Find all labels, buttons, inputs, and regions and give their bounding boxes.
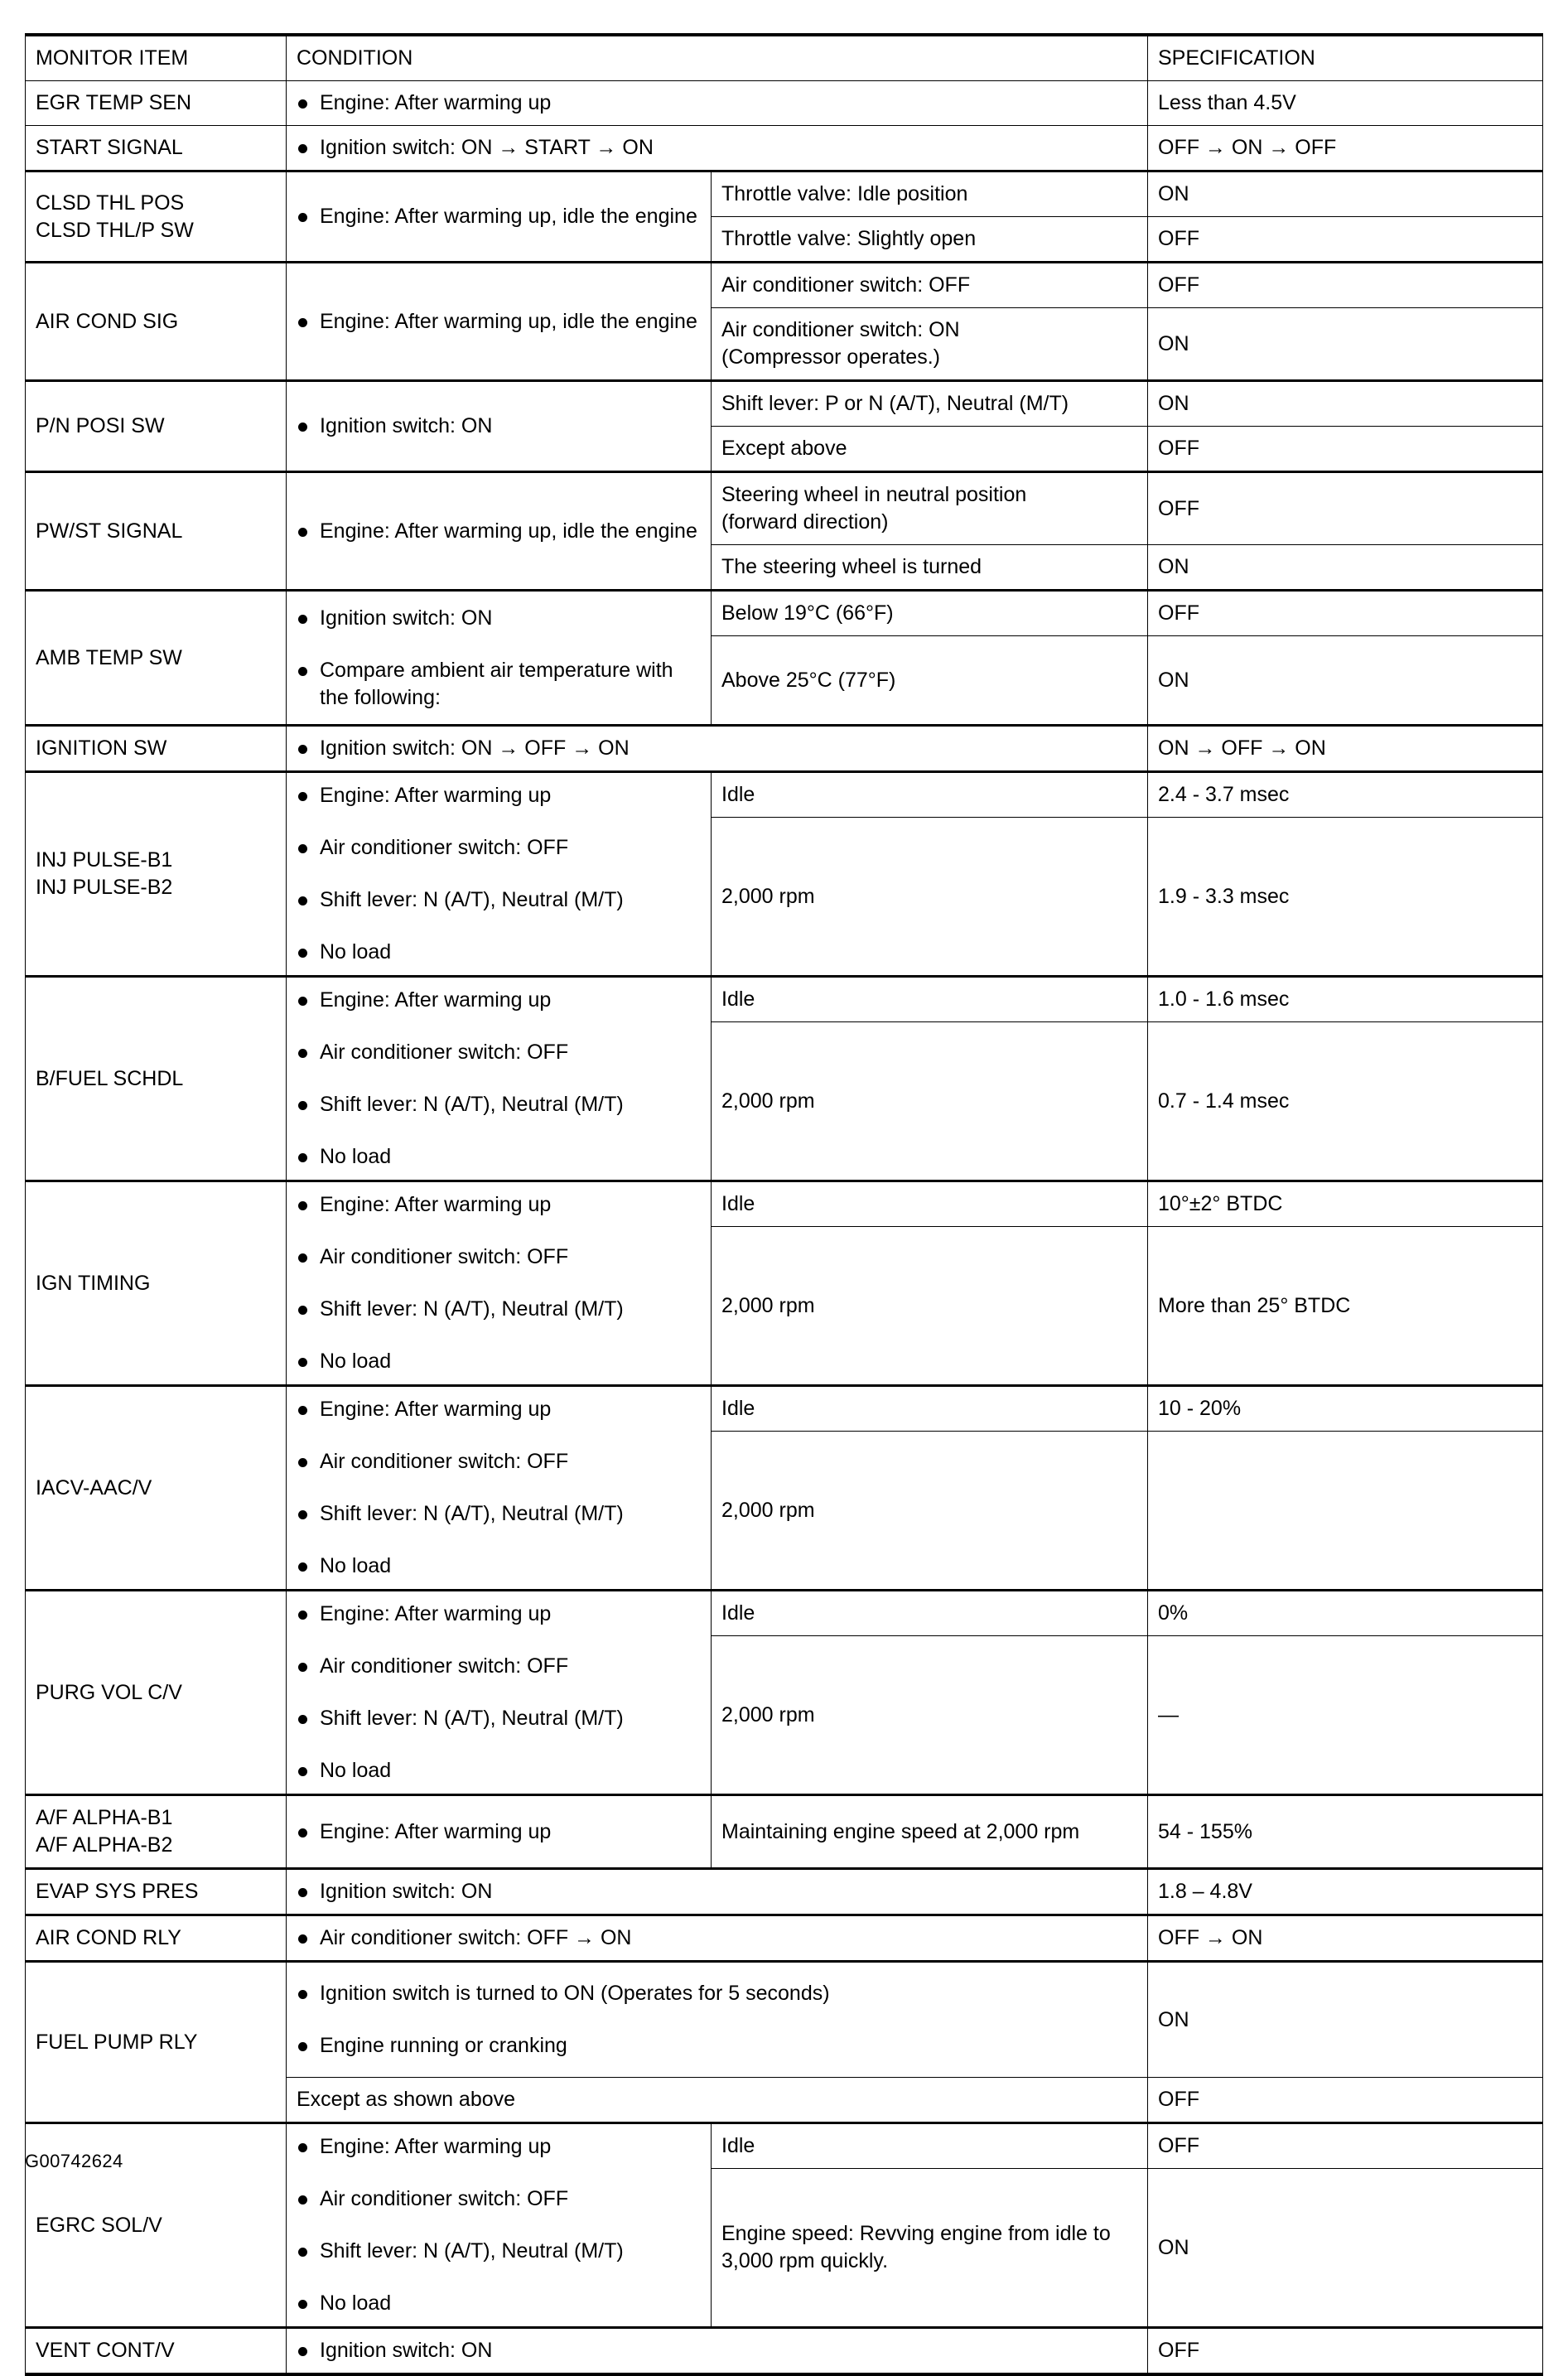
sub-condition-cell: Maintaining engine speed at 2,000 rpm [712, 1795, 1148, 1869]
condition-cell [287, 381, 712, 472]
table-row [26, 2328, 1543, 2375]
specification-cell: Less than 4.5V [1148, 81, 1543, 126]
condition-bullet: Shift lever: N (A/T), Neutral (M/T) [297, 1500, 701, 1528]
condition-cell [287, 1181, 712, 1386]
condition-bullet: Shift lever: N (A/T), Neutral (M/T) [297, 1296, 701, 1323]
sub-condition-cell: Below 19°C (66°F) [712, 591, 1148, 636]
figure-reference-code: G00742624 [25, 2151, 123, 2171]
condition-bullet-list [297, 987, 701, 1171]
monitor-item-cell [26, 171, 287, 263]
sub-condition-cell: 2,000 rpm [712, 818, 1148, 977]
sub-condition-cell: Engine speed: Revving engine from idle to 3,000 rpm quickly. [712, 2169, 1148, 2328]
condition-bullet-list [297, 134, 1137, 162]
condition-cell [287, 591, 712, 726]
sub-condition-cell: Air conditioner switch: OFF [712, 263, 1148, 308]
monitor-item-cell: PW/ST SIGNAL [26, 472, 287, 591]
condition-bullet: Air conditioner switch: OFF [297, 1653, 701, 1680]
monitor-item-cell: EVAP SYS PRES [26, 1869, 287, 1915]
monitor-item-cell: FUEL PUMP RLY [26, 1962, 287, 2123]
condition-bullet: No load [297, 1553, 701, 1580]
table-row [26, 171, 1543, 217]
table-row [26, 381, 1543, 427]
specification-cell: 1.8 – 4.8V [1148, 1869, 1543, 1915]
condition-cell [287, 2328, 1148, 2375]
condition-cell [287, 1915, 1148, 1962]
condition-bullet: Compare ambient air temperature with the following: [297, 657, 701, 712]
table-row [26, 81, 1543, 126]
condition-bullet: Shift lever: N (A/T), Neutral (M/T) [297, 886, 701, 914]
table-row [26, 1869, 1543, 1915]
table-body [26, 81, 1543, 2375]
condition-bullet: Ignition switch: ON → OFF → ON [297, 735, 1137, 762]
monitor-item-spec-table [25, 33, 1543, 2376]
condition-bullet-list [297, 605, 701, 712]
condition-bullet: Engine: After warming up [297, 89, 1137, 117]
sub-condition-cell: Above 25°C (77°F) [712, 636, 1148, 726]
header-condition: CONDITION [287, 35, 1148, 81]
condition-bullet: Ignition switch: ON [297, 1878, 1137, 1905]
table-row [26, 591, 1543, 636]
condition-bullet-list [297, 413, 701, 440]
specification-cell: ON [1148, 171, 1543, 217]
specification-cell: OFF [1148, 263, 1543, 308]
condition-bullet-list [297, 1396, 701, 1580]
monitor-item-cell [26, 1795, 287, 1869]
sub-condition-cell: Idle [712, 977, 1148, 1022]
condition-cell [287, 171, 712, 263]
sub-condition-cell: Throttle valve: Idle position [712, 171, 1148, 217]
specification-cell: ON [1148, 636, 1543, 726]
monitor-item-cell: AIR COND RLY [26, 1915, 287, 1962]
condition-cell [287, 1795, 712, 1869]
table-row [26, 772, 1543, 818]
specification-cell: OFF → ON → OFF [1148, 126, 1543, 171]
header-monitor-item: MONITOR ITEM [26, 35, 287, 81]
sub-condition-cell: Idle [712, 1591, 1148, 1636]
specification-cell: OFF [1148, 2078, 1543, 2123]
condition-bullet-list [297, 2133, 701, 2317]
specification-cell: 2.4 - 3.7 msec [1148, 772, 1543, 818]
table-row [26, 726, 1543, 772]
condition-bullet: Shift lever: N (A/T), Neutral (M/T) [297, 1705, 701, 1732]
monitor-item-line-2: INJ PULSE-B2 [36, 876, 173, 899]
monitor-item-line-2: A/F ALPHA-B2 [36, 1833, 173, 1857]
table-header [26, 35, 1543, 81]
condition-cell [287, 726, 1148, 772]
specification-cell: More than 25° BTDC [1148, 1227, 1543, 1386]
condition-cell [287, 81, 1148, 126]
condition-bullet: No load [297, 939, 701, 966]
monitor-item-cell: PURG VOL C/V [26, 1591, 287, 1795]
condition-bullet: Engine: After warming up [297, 1396, 701, 1423]
table-row [26, 472, 1543, 545]
monitor-item-line-1: INJ PULSE-B1 [36, 848, 173, 872]
condition-cell [287, 472, 712, 591]
specification-cell: 10°±2° BTDC [1148, 1181, 1543, 1227]
condition-bullet: Air conditioner switch: OFF [297, 1244, 701, 1271]
condition-bullet: No load [297, 1757, 701, 1784]
condition-bullet: Engine: After warming up, idle the engine [297, 308, 701, 336]
condition-bullet: Air conditioner switch: OFF [297, 2185, 701, 2213]
sub-condition-cell [712, 308, 1148, 381]
monitor-item-cell: EGR TEMP SEN [26, 81, 287, 126]
condition-bullet: No load [297, 1348, 701, 1375]
sub-condition-cell: Idle [712, 2123, 1148, 2169]
monitor-item-cell: P/N POSI SW [26, 381, 287, 472]
table-row [26, 2123, 1543, 2169]
monitor-item-line-1: A/F ALPHA-B1 [36, 1806, 173, 1829]
monitor-item-cell: EGRC SOL/V [26, 2123, 287, 2328]
sub-condition-cell: 2,000 rpm [712, 1227, 1148, 1386]
specification-cell: 10 - 20% [1148, 1386, 1543, 1432]
condition-cell [287, 1591, 712, 1795]
specification-cell: 0% [1148, 1591, 1543, 1636]
condition-bullet-list [297, 2337, 1137, 2364]
specification-cell: OFF [1148, 2328, 1543, 2375]
sub-condition-line-2: (forward direction) [721, 510, 889, 534]
monitor-item-cell: B/FUEL SCHDL [26, 977, 287, 1181]
table-row [26, 1591, 1543, 1636]
sub-condition-cell: 2,000 rpm [712, 1636, 1148, 1795]
specification-cell: OFF [1148, 472, 1543, 545]
condition-bullet: No load [297, 2290, 701, 2317]
condition-bullet-list [297, 782, 701, 966]
monitor-item-cell: AIR COND SIG [26, 263, 287, 381]
condition-bullet: Shift lever: N (A/T), Neutral (M/T) [297, 2238, 701, 2265]
condition-bullet: Air conditioner switch: OFF [297, 1448, 701, 1475]
condition-bullet: Air conditioner switch: OFF [297, 834, 701, 862]
condition-bullet-list [297, 1980, 1137, 2060]
condition-cell [287, 126, 1148, 171]
table-row [26, 1915, 1543, 1962]
sub-condition-line-1: Air conditioner switch: ON [721, 318, 960, 341]
condition-bullet: Ignition switch: ON → START → ON [297, 134, 1137, 162]
condition-bullet: Engine: After warming up [297, 1191, 701, 1219]
spec-table-page [25, 33, 1542, 2376]
monitor-item-cell: AMB TEMP SW [26, 591, 287, 726]
specification-cell: ON [1148, 381, 1543, 427]
monitor-item-cell [26, 772, 287, 977]
condition-cell [287, 1386, 712, 1591]
condition-bullet-list [297, 89, 1137, 117]
specification-cell: 1.0 - 1.6 msec [1148, 977, 1543, 1022]
condition-bullet-list [297, 1818, 701, 1846]
specification-cell: 1.9 - 3.3 msec [1148, 818, 1543, 977]
condition-cell [287, 1869, 1148, 1915]
condition-bullet-list [297, 1601, 701, 1784]
specification-cell: OFF [1148, 591, 1543, 636]
specification-cell [1148, 1432, 1543, 1591]
condition-bullet: Engine: After warming up [297, 987, 701, 1014]
condition-bullet: Ignition switch: ON [297, 605, 701, 632]
condition-bullet-list [297, 518, 701, 545]
sub-condition-cell: The steering wheel is turned [712, 545, 1148, 591]
specification-cell: ON → OFF → ON [1148, 726, 1543, 772]
condition-cell [287, 772, 712, 977]
sub-condition-line-2: (Compressor operates.) [721, 345, 940, 369]
specification-cell: ON [1148, 545, 1543, 591]
table-row [26, 1181, 1543, 1227]
condition-bullet: Engine: After warming up [297, 1818, 701, 1846]
sub-condition-cell: 2,000 rpm [712, 1432, 1148, 1591]
condition-bullet: No load [297, 1143, 701, 1171]
sub-condition-cell: Throttle valve: Slightly open [712, 217, 1148, 263]
condition-bullet-list [297, 308, 701, 336]
condition-bullet: Engine: After warming up, idle the engine [297, 203, 701, 230]
condition-cell [287, 263, 712, 381]
specification-cell: OFF [1148, 217, 1543, 263]
condition-bullet: Engine: After warming up [297, 1601, 701, 1628]
monitor-item-line-1: CLSD THL POS [36, 191, 185, 215]
condition-cell [287, 1962, 1148, 2078]
monitor-item-cell: VENT CONT/V [26, 2328, 287, 2375]
condition-bullet-list [297, 1191, 701, 1375]
table-header-row [26, 35, 1543, 81]
condition-bullet: Engine: After warming up, idle the engine [297, 518, 701, 545]
table-row [26, 263, 1543, 308]
condition-bullet: Air conditioner switch: OFF → ON [297, 1924, 1137, 1952]
condition-cell [287, 2123, 712, 2328]
condition-bullet: Shift lever: N (A/T), Neutral (M/T) [297, 1091, 701, 1118]
condition-cell: Except as shown above [287, 2078, 1148, 2123]
condition-bullet: Ignition switch: ON [297, 413, 701, 440]
sub-condition-cell: Idle [712, 1181, 1148, 1227]
table-row [26, 1962, 1543, 2078]
condition-bullet: Engine: After warming up [297, 2133, 701, 2161]
condition-bullet-list [297, 1878, 1137, 1905]
monitor-item-cell: IGNITION SW [26, 726, 287, 772]
specification-cell: ON [1148, 1962, 1543, 2078]
specification-cell: 54 - 155% [1148, 1795, 1543, 1869]
monitor-item-line-2: CLSD THL/P SW [36, 218, 194, 242]
specification-cell: 0.7 - 1.4 msec [1148, 1022, 1543, 1181]
condition-bullet-list [297, 1924, 1137, 1952]
sub-condition-cell: Except above [712, 427, 1148, 472]
condition-bullet-list [297, 203, 701, 230]
specification-cell: OFF [1148, 2123, 1543, 2169]
header-specification: SPECIFICATION [1148, 35, 1543, 81]
monitor-item-cell: IACV-AAC/V [26, 1386, 287, 1591]
table-row [26, 977, 1543, 1022]
condition-bullet: Engine running or cranking [297, 2032, 1137, 2060]
specification-cell: OFF [1148, 427, 1543, 472]
sub-condition-cell [712, 472, 1148, 545]
specification-cell: ON [1148, 2169, 1543, 2328]
sub-condition-cell: Idle [712, 772, 1148, 818]
specification-cell: ON [1148, 308, 1543, 381]
condition-bullet: Ignition switch is turned to ON (Operates for 5 seconds) [297, 1980, 1137, 2007]
specification-cell: — [1148, 1636, 1543, 1795]
monitor-item-cell: IGN TIMING [26, 1181, 287, 1386]
condition-bullet: Air conditioner switch: OFF [297, 1039, 701, 1066]
condition-cell [287, 977, 712, 1181]
table-row [26, 126, 1543, 171]
sub-condition-cell: Idle [712, 1386, 1148, 1432]
condition-bullet: Ignition switch: ON [297, 2337, 1137, 2364]
table-row [26, 1795, 1543, 1869]
monitor-item-cell: START SIGNAL [26, 126, 287, 171]
sub-condition-cell: 2,000 rpm [712, 1022, 1148, 1181]
sub-condition-cell: Shift lever: P or N (A/T), Neutral (M/T) [712, 381, 1148, 427]
condition-bullet: Engine: After warming up [297, 782, 701, 809]
specification-cell: OFF → ON [1148, 1915, 1543, 1962]
condition-bullet-list [297, 735, 1137, 762]
sub-condition-line-1: Steering wheel in neutral position [721, 483, 1027, 506]
table-row [26, 1386, 1543, 1432]
